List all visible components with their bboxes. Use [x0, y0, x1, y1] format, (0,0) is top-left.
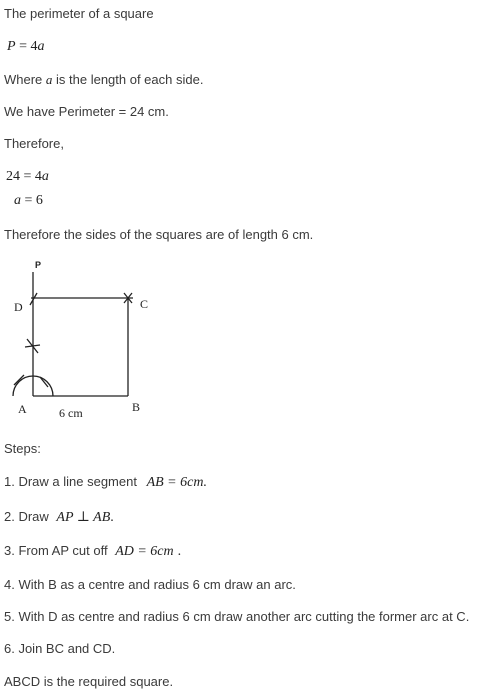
arc-mark-a-1 — [14, 375, 24, 385]
label-p: P — [35, 260, 42, 270]
step-1-text: 1. Draw a line segment — [4, 474, 141, 489]
step-4: 4. With B as a centre and radius 6 cm draw an arc. — [4, 577, 296, 592]
equation-2: a = 6 — [14, 193, 43, 208]
eq1-coefficient: 4 — [34, 169, 42, 184]
eq1-lhs: 24 — [6, 169, 20, 184]
eq1-var: a — [41, 169, 49, 184]
eq2-value: 6 — [35, 193, 43, 208]
equation-1: 24 = 4a — [6, 169, 49, 184]
step-2-math: AP ⊥ AB — [56, 510, 111, 525]
step-2-end: . — [110, 510, 114, 525]
square-construction-figure — [0, 255, 170, 425]
formula-var-a: a — [37, 39, 45, 54]
formula-coefficient: 4 — [30, 39, 38, 54]
step-1-math: AB = 6cm. — [146, 475, 207, 490]
where-prefix: Where — [4, 72, 46, 87]
intro-text: The perimeter of a square — [4, 6, 154, 21]
step-3-end: . — [177, 544, 182, 559]
step-2-text: 2. Draw — [4, 509, 53, 524]
eq2-var: a — [14, 193, 21, 208]
step-5: 5. With D as centre and radius 6 cm draw another arc cutting the former arc at C. — [4, 609, 470, 624]
label-d: D — [14, 300, 23, 314]
step-3-text: 3. From AP cut off — [4, 543, 112, 558]
step-3 — [4, 543, 181, 560]
label-a: A — [18, 402, 27, 416]
label-c: C — [140, 297, 149, 311]
step-3-math: AD = 6cm — [115, 544, 174, 559]
formula-var-p: P — [7, 39, 16, 54]
given-perimeter: We have Perimeter = 24 cm. — [4, 104, 169, 119]
step-6: 6. Join BC and CD. — [4, 641, 116, 656]
label-b: B — [132, 400, 141, 414]
label-side-length: 6 cm — [59, 406, 83, 420]
result-text: ABCD is the required square. — [4, 674, 174, 689]
therefore-text: Therefore, — [4, 136, 64, 151]
steps-heading: Steps: — [4, 441, 41, 456]
where-variable: a — [45, 72, 53, 87]
where-text — [4, 72, 203, 88]
step-1 — [4, 474, 207, 491]
where-suffix: is the length of each side. — [52, 72, 204, 87]
step-2 — [4, 509, 114, 526]
perimeter-formula: P = 4a — [7, 39, 45, 54]
conclusion-text: Therefore the sides of the squares are of length 6 cm. — [4, 227, 314, 242]
